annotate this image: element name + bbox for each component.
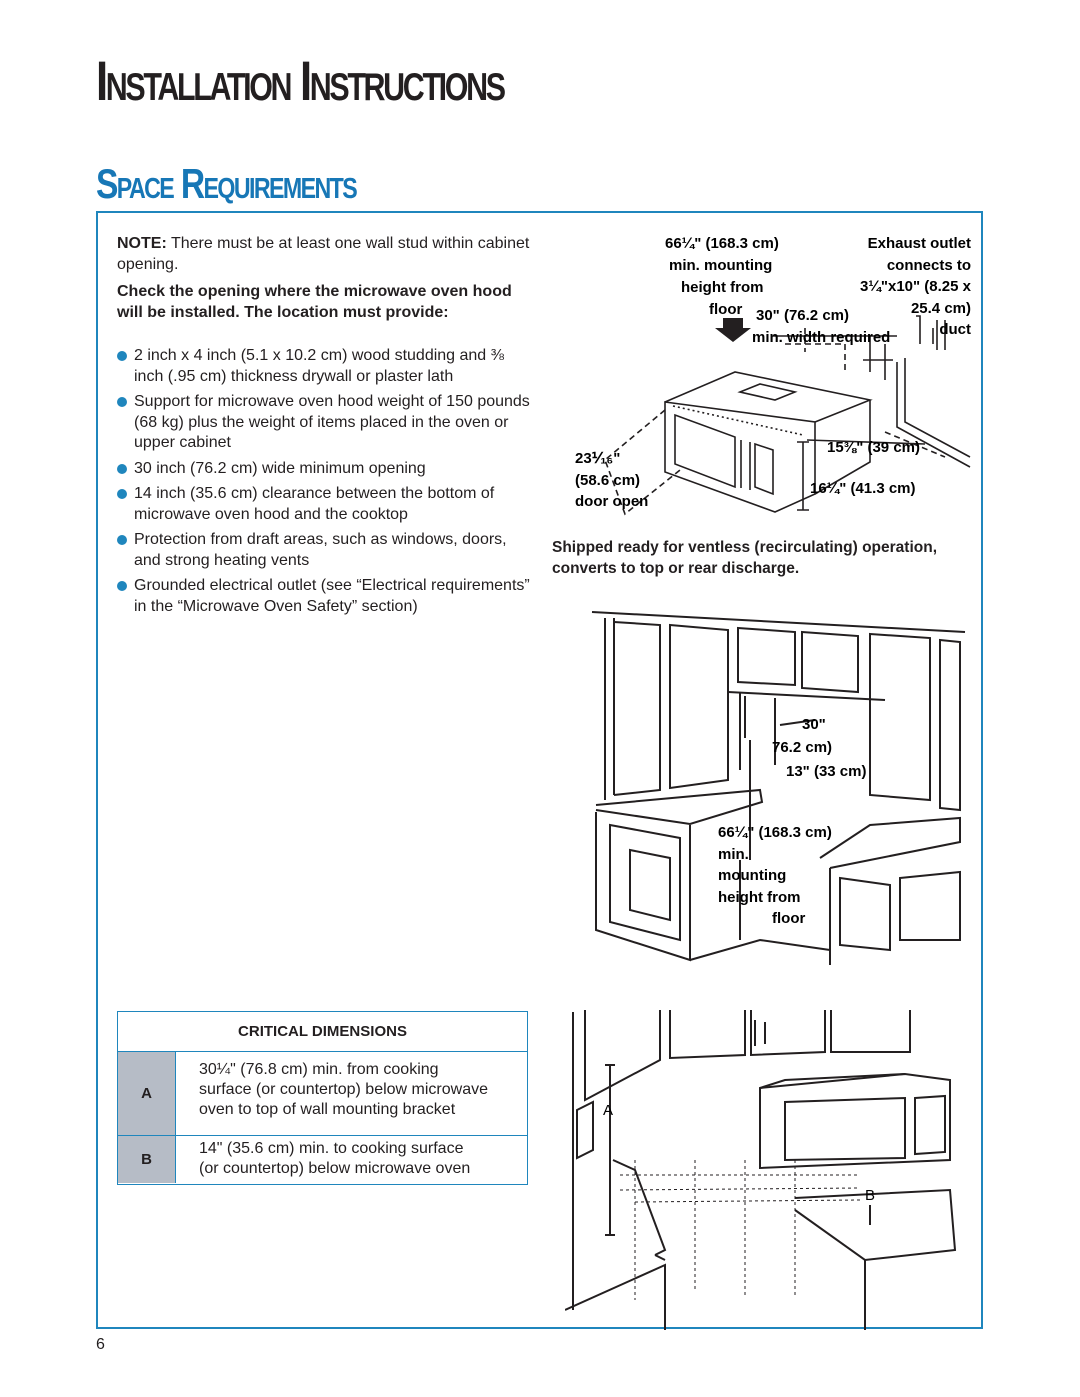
svg-text:floor: floor bbox=[772, 910, 806, 927]
svg-text:min.: min. bbox=[718, 846, 749, 863]
svg-text:min. mounting: min. mounting bbox=[669, 257, 773, 274]
table-row bbox=[118, 1136, 527, 1183]
bullet-icon bbox=[117, 535, 127, 545]
svg-text:76.2 cm): 76.2 cm) bbox=[772, 739, 833, 756]
list-item: 2 inch x 4 inch (5.1 x 10.2 cm) wood studding and ⅜ inch (.95 cm) thickness drywall or plaster lath bbox=[117, 346, 537, 387]
list-item: 30 inch (76.2 cm) wide minimum opening bbox=[117, 459, 537, 480]
exhaust-label: Exhaust outlet bbox=[867, 235, 971, 252]
svg-text:3¼"x10" (8.25 x: 3¼"x10" (8.25 x bbox=[860, 278, 971, 295]
svg-text:25.4 cm): 25.4 cm) bbox=[910, 300, 971, 317]
table-row bbox=[118, 1052, 527, 1136]
list-item: Support for microwave oven hood weight of 150 pounds (68 kg) plus the weight of items placed in the oven or upper cabinet bbox=[117, 392, 537, 454]
dimension-b-label: B bbox=[865, 1187, 876, 1204]
svg-text:height from: height from bbox=[718, 889, 801, 906]
dimension-a-label: A bbox=[603, 1102, 614, 1119]
page-title: Installation Instructions bbox=[96, 49, 504, 112]
table-heading: CRITICAL DIMENSIONS bbox=[118, 1012, 527, 1052]
list-item: Grounded electrical outlet (see “Electrical requirements” in the “Microwave Oven Safety” section) bbox=[117, 576, 537, 617]
bullet-icon bbox=[117, 397, 127, 407]
svg-text:(58.6 cm): (58.6 cm) bbox=[575, 472, 641, 489]
row-text: 30¼" (76.8 cm) min. from cooking surface (or countertop) below microwave oven to top of wall mounting bracket bbox=[199, 1061, 489, 1118]
row-text: 14" (35.6 cm) min. to cooking surface (or countertop) below microwave oven bbox=[199, 1140, 471, 1177]
note-text: There must be at least one wall stud within cabinet opening. bbox=[117, 235, 530, 273]
note-paragraph bbox=[117, 234, 537, 275]
mid-mount-label: 66¼" (168.3 cm) bbox=[718, 824, 832, 841]
microwave-front-outline bbox=[665, 402, 815, 512]
note-label: NOTE: bbox=[117, 235, 167, 252]
svg-text:connects to: connects to bbox=[886, 257, 971, 274]
list-item: 14 inch (35.6 cm) clearance between the bottom of microwave oven hood and the cooktop bbox=[117, 484, 537, 525]
installed-microwave-diagram bbox=[565, 1010, 975, 1330]
svg-text:mounting: mounting bbox=[718, 867, 787, 884]
door-open-label: 23⅟₁₆" bbox=[575, 450, 621, 467]
bullet-icon bbox=[117, 489, 127, 499]
row-letter: B bbox=[118, 1136, 176, 1183]
section-title: Space Requirements bbox=[96, 160, 357, 207]
mount-height-label: 66¼" (168.3 cm) bbox=[665, 235, 779, 252]
depth-label: 15⅜" (39 cm) bbox=[827, 439, 920, 456]
list-item: Protection from draft areas, such as windows, doors, and strong heating vents bbox=[117, 530, 537, 571]
bullet-icon bbox=[117, 581, 127, 591]
bullet-icon bbox=[117, 464, 127, 474]
critical-dimensions-table bbox=[117, 1011, 528, 1185]
bullet-icon bbox=[117, 351, 127, 361]
svg-text:min. width required: min. width required bbox=[752, 329, 891, 346]
svg-text:height from: height from bbox=[681, 279, 764, 296]
requirements-list bbox=[117, 346, 537, 622]
page-number: 6 bbox=[96, 1336, 105, 1353]
down-arrow-icon bbox=[715, 318, 751, 342]
diagram-caption: Shipped ready for ventless (recirculating) operation, converts to top or rear discharge. bbox=[552, 539, 938, 577]
row-letter: A bbox=[118, 1052, 176, 1135]
svg-text:duct: duct bbox=[939, 321, 971, 338]
microwave-dimension-diagram bbox=[545, 232, 975, 522]
check-paragraph: Check the opening where the microwave oven hood will be installed. The location must provide: bbox=[117, 283, 512, 321]
svg-text:door open: door open bbox=[575, 493, 649, 510]
height-label: 16¼" (41.3 cm) bbox=[810, 480, 916, 497]
width-label: 30" (76.2 cm) bbox=[756, 307, 849, 324]
kitchen-opening-diagram bbox=[590, 610, 970, 970]
mid-width-label: 30" bbox=[802, 716, 826, 733]
mid-height-label: 13" (33 cm) bbox=[786, 763, 867, 780]
svg-text:floor: floor bbox=[709, 301, 743, 318]
